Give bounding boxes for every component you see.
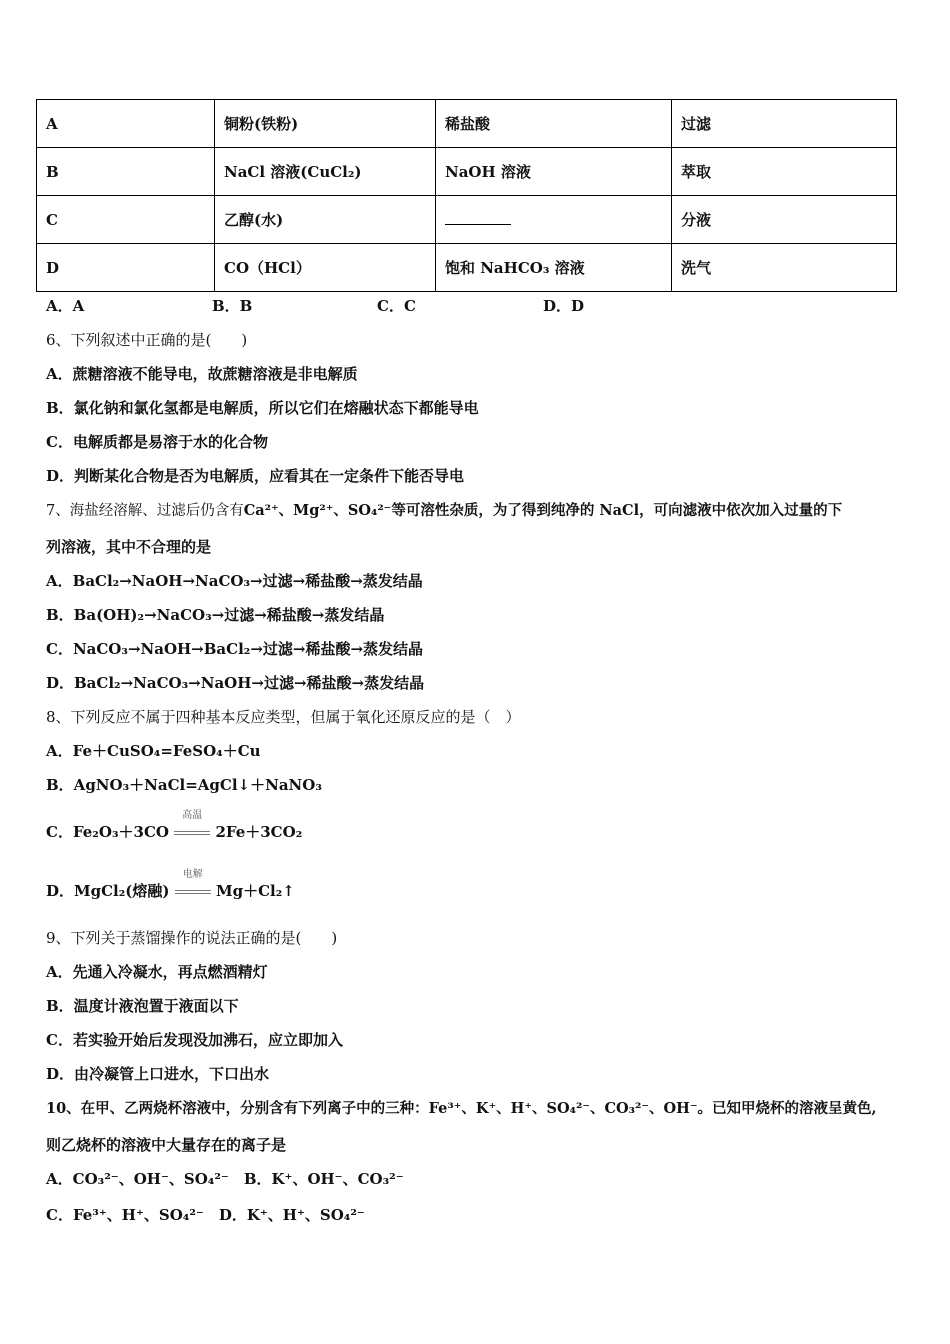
q8-option-c: [46, 810, 303, 842]
q7-option-b: B．Ba(OH)₂→NaCO₃→过滤→稀盐酸→蒸发结晶: [46, 606, 385, 624]
q8-stem: 8、下列反应不属于四种基本反应类型，但属于氧化还原反应的是（ ）: [46, 708, 521, 726]
q7-stem-prefix: 7、海盐经溶解、过滤后仍含有: [46, 503, 244, 519]
q8-option-b: B．AgNO₃＋NaCl=AgCl↓＋NaNO₃: [46, 776, 322, 794]
table-cell: B: [37, 148, 215, 196]
table-row: [37, 148, 897, 196]
equals-bar: [175, 890, 211, 891]
q5-option-c: C．C: [377, 297, 416, 315]
equals-bar: [175, 893, 211, 894]
equals-bar: [174, 834, 210, 835]
answer-blank: [445, 212, 511, 225]
q9-stem: 9、下列关于蒸馏操作的说法正确的是( ): [46, 929, 338, 947]
table-cell: NaCl 溶液(CuCl₂): [215, 148, 436, 196]
table-cell: C: [37, 196, 215, 244]
q9-option-a: A．先通入冷凝水，再点燃酒精灯: [46, 963, 268, 981]
q10-options-line1: A．CO₃²⁻、OH⁻、SO₄²⁻ B．K⁺、OH⁻、CO₃²⁻: [46, 1170, 404, 1188]
q5-option-a: A．A: [46, 297, 85, 315]
table-cell: CO（HCl）: [215, 244, 436, 292]
table-cell: 分液: [672, 196, 897, 244]
q5-option-d: D．D: [543, 297, 585, 315]
q5-option-b: B．B: [212, 297, 253, 315]
q6-stem: 6、下列叙述中正确的是( ): [46, 331, 248, 349]
table-cell: 过滤: [672, 100, 897, 148]
q6-option-c: C．电解质都是易溶于水的化合物: [46, 433, 268, 451]
table-cell: 乙醇(水): [215, 196, 436, 244]
reaction-arrow: [174, 810, 210, 840]
table-cell: D: [37, 244, 215, 292]
q5-options: [46, 295, 646, 313]
q6-option-a: A．蔗糖溶液不能导电，故蔗糖溶液是非电解质: [46, 365, 358, 383]
q8-option-d-right: Mg＋Cl₂↑: [215, 882, 295, 900]
table-cell: [436, 196, 672, 244]
q9-option-b: B．温度计液泡置于液面以下: [46, 997, 239, 1015]
q9-option-c: C．若实验开始后发现没加沸石，应立即加入: [46, 1031, 343, 1049]
table-cell: 洗气: [672, 244, 897, 292]
q8-option-a: A．Fe＋CuSO₄=FeSO₄＋Cu: [46, 742, 261, 760]
q7-option-d: D．BaCl₂→NaCO₃→NaOH→过滤→稀盐酸→蒸发结晶: [46, 674, 425, 692]
reaction-condition: 高温: [182, 810, 203, 821]
q6-option-b: B．氯化钠和氯化氢都是电解质，所以它们在熔融状态下都能导电: [46, 399, 479, 417]
table-cell: A: [37, 100, 215, 148]
q10-stem-line1: 10、在甲、乙两烧杯溶液中，分别含有下列离子中的三种：Fe³⁺、K⁺、H⁺、SO₄²⁻、CO₃²⁻、OH⁻。已知甲烧杯的溶液呈黄色,: [46, 1100, 877, 1117]
q7-stem-ions: Ca²⁺、Mg²⁺、SO₄²⁻: [243, 502, 392, 519]
table-row: [37, 100, 897, 148]
q7-stem-suffix: 等可溶性杂质，为了得到纯净的 NaCl，可向滤液中依次加入过量的下: [391, 502, 843, 519]
table-row: [37, 196, 897, 244]
table-row: [37, 244, 897, 292]
q8-option-d: [46, 869, 295, 901]
q6-option-d: D．判断某化合物是否为电解质，应看其在一定条件下能否导电: [46, 467, 465, 485]
q8-option-c-right: 2Fe＋3CO₂: [215, 823, 303, 841]
q10-options-line2: C．Fe³⁺、H⁺、SO₄²⁻ D．K⁺、H⁺、SO₄²⁻: [46, 1206, 365, 1224]
reaction-arrow: [175, 869, 211, 899]
q8-option-d-left: D．MgCl₂(熔融): [46, 882, 170, 900]
table-cell: 稀盐酸: [436, 100, 672, 148]
q7-stem: [46, 499, 842, 520]
table-cell: 铜粉(铁粉): [215, 100, 436, 148]
q10-stem-line2: 则乙烧杯的溶液中大量存在的离子是: [46, 1136, 287, 1154]
table-cell: 萃取: [672, 148, 897, 196]
table-cell: 饱和 NaHCO₃ 溶液: [436, 244, 672, 292]
q7-stem-line2: 列溶液，其中不合理的是: [46, 538, 212, 556]
reaction-condition: 电解: [182, 869, 203, 880]
q9-option-d: D．由冷凝管上口进水，下口出水: [46, 1065, 270, 1083]
q7-option-a: A．BaCl₂→NaOH→NaCO₃→过滤→稀盐酸→蒸发结晶: [46, 572, 423, 590]
table-cell: NaOH 溶液: [436, 148, 672, 196]
q7-option-c: C．NaCO₃→NaOH→BaCl₂→过滤→稀盐酸→蒸发结晶: [46, 640, 424, 658]
q8-option-c-left: C．Fe₂O₃＋3CO: [46, 823, 169, 841]
options-table: [36, 99, 897, 292]
equals-bar: [174, 831, 210, 832]
